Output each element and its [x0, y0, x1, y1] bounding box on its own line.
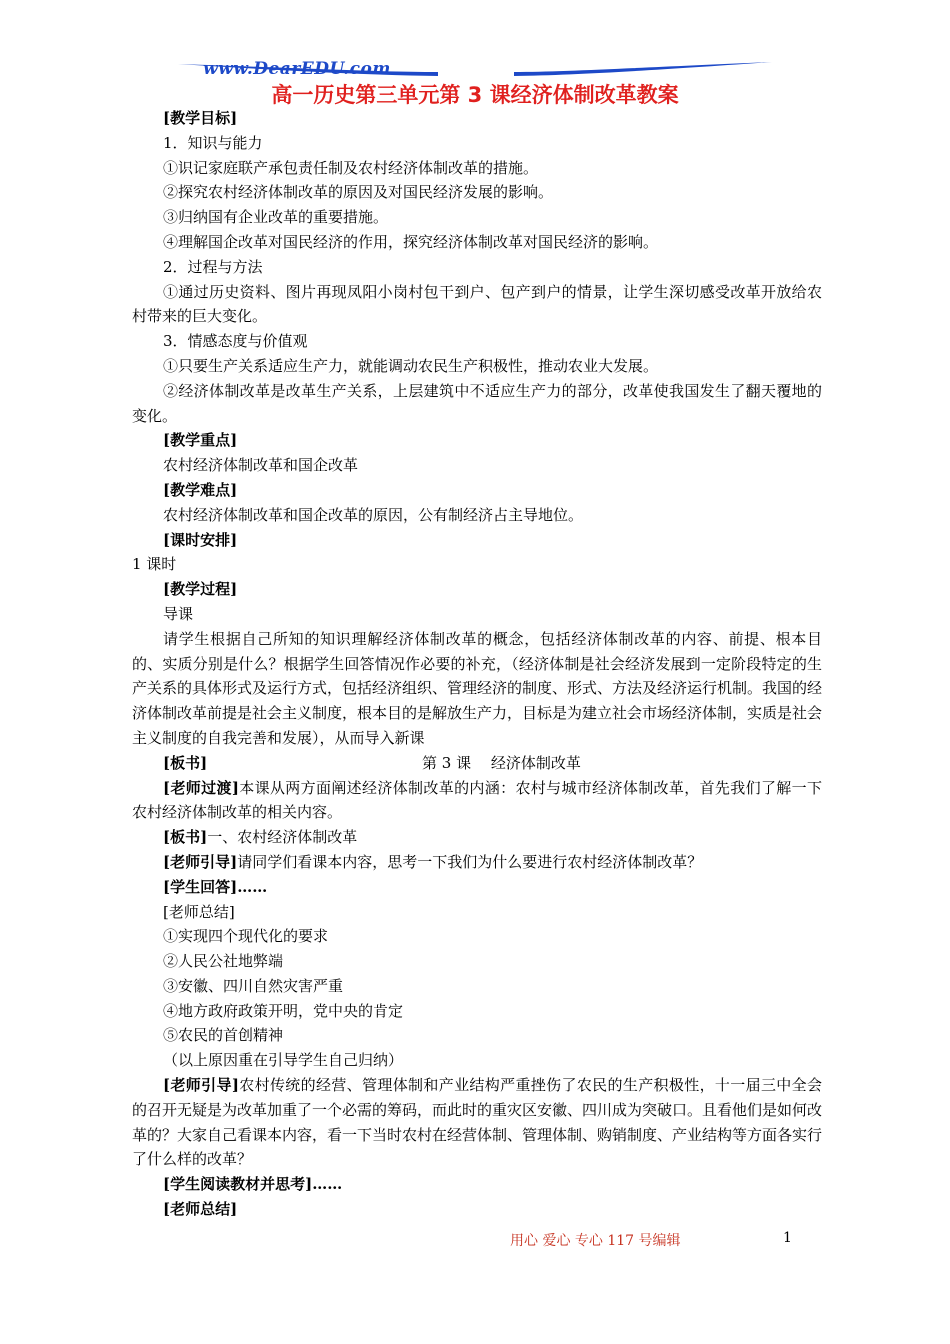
footer-slogan: 用心 爱心 专心 117 号编辑	[510, 1233, 681, 1249]
subheading: 3．情感态度与价值观	[163, 332, 308, 351]
list-item: ③安徽、四川自然灾害严重	[163, 976, 344, 995]
label-teacher-summary: [老师总结]	[163, 1200, 238, 1219]
site-logo-text: www.DearEDU.com	[203, 59, 391, 79]
list-item: ④地方政府政策开明，党中央的肯定	[163, 1001, 404, 1020]
board-row	[132, 751, 822, 776]
document-title: 高一历史第三单元第 3 课经济体制改革教案	[271, 83, 679, 107]
paragraph: 导课	[163, 604, 194, 623]
label-student-answer: [学生回答]……	[163, 877, 268, 896]
list-item: ①识记家庭联产承包责任制及农村经济体制改革的措施。	[163, 158, 539, 177]
label-board: [板书]	[163, 753, 208, 772]
label-teacher-guide: [老师引导]	[163, 852, 238, 871]
paragraph	[132, 1073, 822, 1172]
label-teacher-summary: [老师总结]	[163, 902, 235, 921]
subheading: 2．过程与方法	[163, 257, 263, 276]
list-item: ④理解国企改革对国民经济的作用，探究经济体制改革对国民经济的影响。	[163, 232, 659, 251]
paragraph: 农村经济体制改革和国企改革	[163, 456, 359, 475]
paragraph-text: 本课从两方面阐述经济体制改革的内涵：农村与城市经济体制改革，首先我们了解一下农村经济体制改革的相关内容。	[132, 778, 822, 822]
paragraph: ②经济体制改革是改革生产关系，上层建筑中不适应生产力的部分，改革使我国发生了翻天覆地的变化。	[132, 381, 822, 425]
section-heading-key-points: [教学重点]	[163, 431, 238, 450]
section-heading-objectives: [教学目标]	[163, 109, 238, 127]
note: （以上原因重在引导学生自己归纳）	[163, 1051, 404, 1070]
lesson-heading: 第 3 课 经济体制改革	[422, 753, 581, 772]
list-item: ①实现四个现代化的要求	[163, 927, 329, 946]
label-board: [板书]	[163, 828, 208, 847]
paragraph: ①通过历史资料、图片再现凤阳小岗村包干到户、包产到户的情景，让学生深切感受改革开放给农村带来的巨大变化。	[132, 282, 822, 326]
list-item: ⑤农民的首创精神	[163, 1026, 284, 1045]
paragraph: 1 课时	[132, 555, 177, 574]
paragraph-text: 请同学们看课本内容，思考一下我们为什么要进行农村经济体制改革？	[237, 852, 703, 871]
section-heading-schedule: [课时安排]	[163, 530, 238, 549]
section-heading-process: [教学过程]	[163, 580, 238, 599]
label-teacher-transition: [老师过渡]	[163, 778, 239, 797]
list-item: ②人民公社地弊端	[163, 952, 284, 971]
list-item: ③归纳国有企业改革的重要措施。	[163, 208, 389, 227]
paragraph: 农村经济体制改革和国企改革的原因，公有制经济占主导地位。	[163, 505, 584, 524]
subheading: 1．知识与能力	[163, 133, 263, 152]
section-heading-difficulties: [教学难点]	[163, 480, 238, 499]
paragraph	[132, 776, 822, 826]
paragraph	[132, 850, 822, 875]
list-item: ②探究农村经济体制改革的原因及对国民经济发展的影响。	[163, 183, 554, 202]
paragraph	[132, 825, 822, 850]
list-item: ①只要生产关系适应生产力，就能调动农民生产积极性，推动农业大发展。	[163, 356, 659, 375]
paragraph-text: 农村传统的经营、管理体制和产业结构严重挫伤了农民的生产积极性，十一届三中全会的召开无疑是为改革加重了一个必需的筹码，而此时的重灾区安徽、四川成为突破口。且看他们是如何改革的？大家自己看课本内容，看一下当时农村在经营体制、管理体制、购销制度、产业结构等方面各实行了什么样的改革？	[132, 1076, 823, 1169]
label-teacher-guide: [老师引导]	[163, 1076, 239, 1095]
label-student-reading: [学生阅读教材并思考]……	[163, 1175, 343, 1194]
document-body	[132, 106, 822, 1222]
paragraph-text: 一、农村经济体制改革	[207, 828, 358, 847]
page-number: 1	[783, 1230, 792, 1246]
paragraph: 请学生根据自己所知的知识理解经济体制改革的概念，包括经济体制改革的内容、前提、根本目的、实质分别是什么？根据学生回答情况作必要的补充，（经济体制是社会经济发展到一定阶段特定的生产关系的具体形式及运行方式，包括经济组织、管理经济的制度、形式、方法及经济运行机制。我国的经济体制改革前提是社会主义制度，根本目的是解放生产力，目标是为建立社会市场经济体制，实质是社会主义制度的自我完善和发展），从而导入新课	[132, 629, 823, 747]
